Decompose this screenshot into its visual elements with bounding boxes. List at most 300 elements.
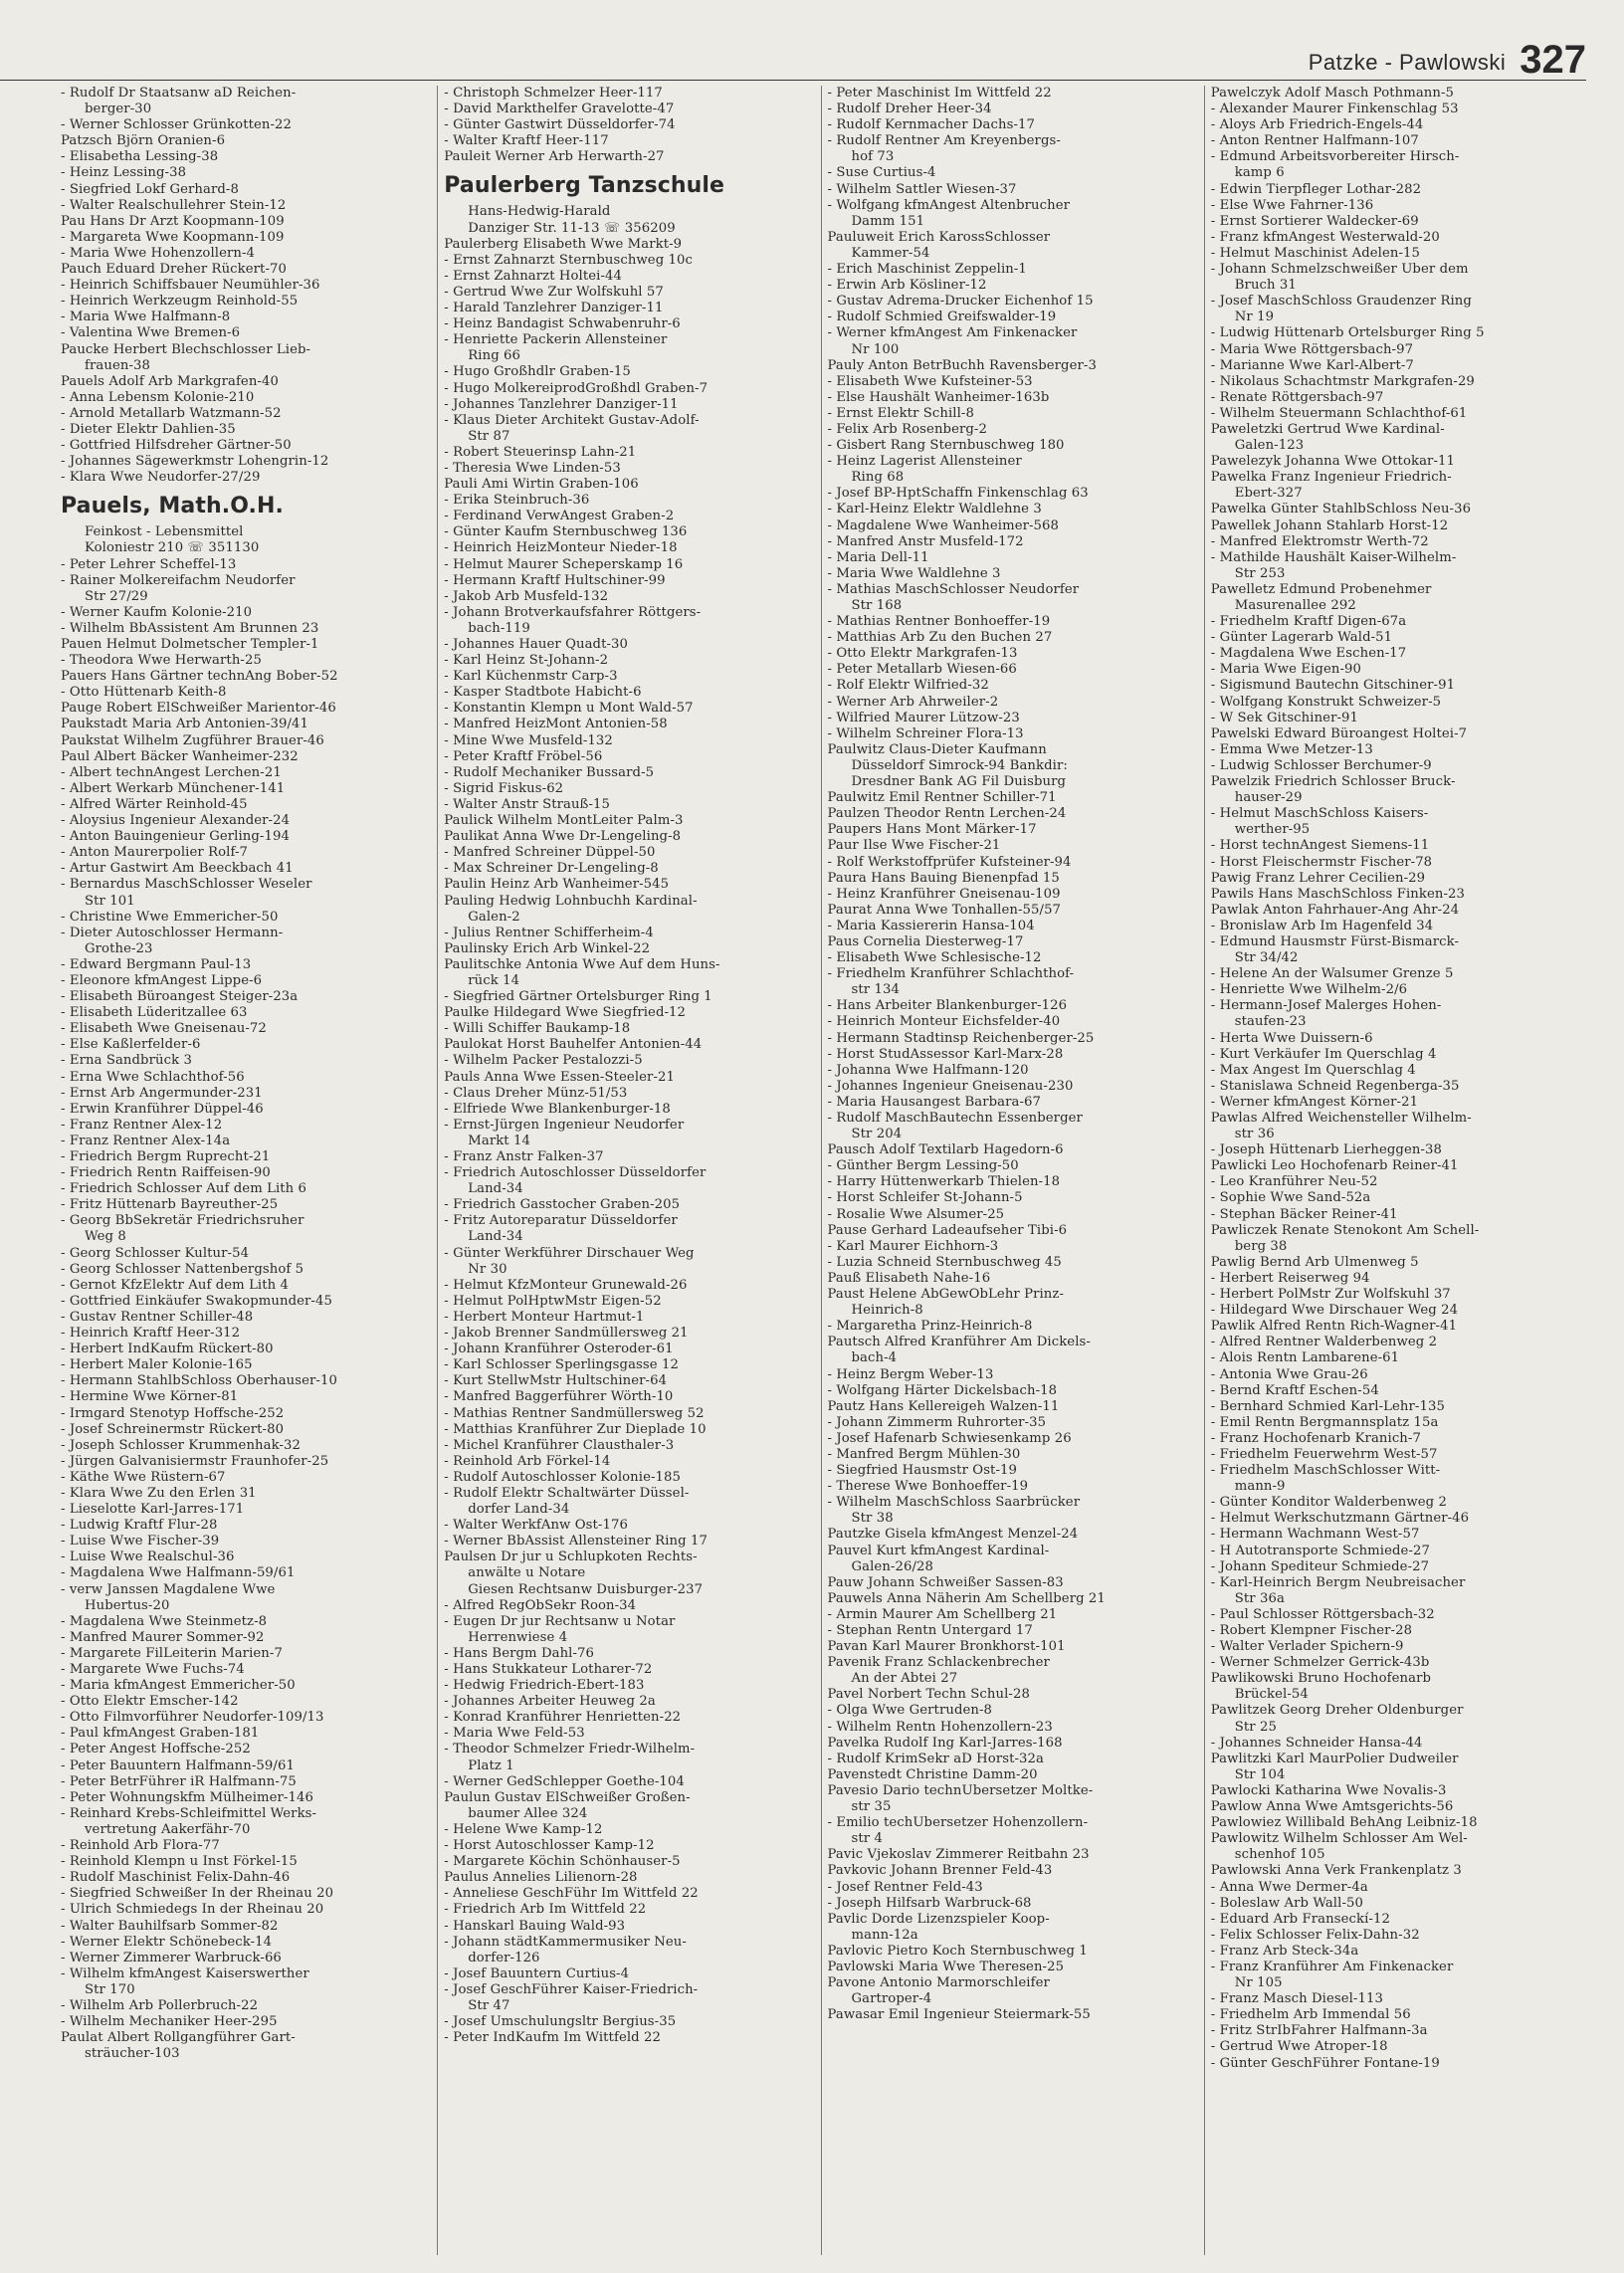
- directory-entry: Pawlik Alfred Rentn Rich-Wagner-41: [1210, 1319, 1458, 1335]
- directory-entry: - Margarete Wwe Fuchs-74: [61, 1662, 245, 1677]
- entry-continuation: hauser-29: [1234, 790, 1303, 806]
- advertisement-line: Hans-Hedwig-Harald: [468, 204, 611, 220]
- entry-continuation: staufen-23: [1234, 1014, 1307, 1030]
- directory-entry: - Otto Elektr Emscher-142: [61, 1694, 239, 1710]
- directory-entry: - Luzia Schneid Sternbuschweg 45: [827, 1254, 1062, 1270]
- directory-entry: - Theodor Schmelzer Friedr-Wilhelm-: [444, 1742, 696, 1757]
- directory-entry: - Herbert Reiserweg 94: [1210, 1270, 1370, 1286]
- directory-entry: - Margarete FilLeiterin Marien-7: [61, 1645, 283, 1661]
- directory-entry: - Hermann Wachmann West-57: [1210, 1527, 1420, 1543]
- directory-column-3: [822, 86, 1205, 2255]
- directory-entry: - Hermann Stadtinsp Reichenberger-25: [827, 1030, 1095, 1046]
- directory-entry: - Herbert Maler Kolonie-165: [61, 1357, 253, 1373]
- directory-entry: Pawellek Johann Stahlarb Horst-12: [1210, 517, 1449, 533]
- entry-continuation: Str 36a: [1234, 1590, 1285, 1606]
- directory-entry: Pawils Hans MaschSchloss Finken-23: [1210, 886, 1465, 902]
- directory-entry: Pavlovic Pietro Koch Sternbuschweg 1: [827, 1943, 1088, 1959]
- directory-entry: Paulwitz Claus-Dieter Kaufmann: [827, 741, 1047, 757]
- entry-continuation: str 4: [851, 1831, 883, 1847]
- directory-entry: - Gernot KfzElektr Auf dem Lith 4: [61, 1277, 290, 1293]
- directory-entry: - Fritz Autoreparatur Düsseldorfer: [444, 1213, 678, 1229]
- directory-entry: - Rudolf Maschinist Felix-Dahn-46: [61, 1870, 291, 1886]
- directory-entry: - Konrad Kranführer Henrietten-22: [444, 1710, 682, 1726]
- directory-entry: - Joseph Schlosser Krummenhak-32: [61, 1437, 301, 1453]
- directory-entry: - Aloysius Ingenieur Alexander-24: [61, 813, 291, 829]
- directory-entry: - Heinrich Monteur Eichsfelder-40: [827, 1014, 1061, 1030]
- directory-entry: - Wilhelm Rentn Hohenzollern-23: [827, 1719, 1053, 1735]
- directory-entry: - Manfred Elektromstr Werth-72: [1210, 533, 1429, 549]
- directory-entry: - Johann Brotverkaufsfahrer Röttgers-: [444, 604, 702, 620]
- directory-entry: - Rudolf Mechaniker Bussard-5: [444, 764, 655, 780]
- directory-entry: - Walter Realschullehrer Stein-12: [61, 197, 287, 213]
- directory-entry: - Herta Wwe Duissern-6: [1210, 1030, 1373, 1046]
- directory-entry: - Hildegard Wwe Dirschauer Weg 24: [1210, 1303, 1459, 1319]
- directory-entry: - Robert Steuerinsp Lahn-21: [444, 444, 637, 460]
- directory-entry: - Theodora Wwe Herwarth-25: [61, 653, 262, 669]
- directory-entry: - Franz Rentner Alex-14a: [61, 1133, 231, 1148]
- directory-entry: - Reinhard Krebs-Schleifmittel Werks-: [61, 1805, 317, 1821]
- directory-entry: Pawlikowski Bruno Hochofenarb: [1210, 1671, 1432, 1687]
- directory-entry: - Alfred RegObSekr Roon-34: [444, 1597, 637, 1613]
- directory-entry: Paulokat Horst Bauhelfer Antonien-44: [444, 1037, 703, 1053]
- directory-entry: Pawelletz Edmund Probenehmer: [1210, 581, 1432, 597]
- directory-column-4: [1205, 86, 1587, 2255]
- directory-entry: - Alfred Rentner Walderbenweg 2: [1210, 1335, 1438, 1350]
- directory-entry: - Josef Hafenarb Schwiesenkamp 26: [827, 1430, 1072, 1446]
- directory-entry: - Gustav Adrema-Drucker Eichenhof 15: [827, 294, 1094, 310]
- entry-continuation: Str 25: [1234, 1719, 1277, 1735]
- directory-entry: - Helene An der Walsumer Grenze 5: [1210, 966, 1454, 982]
- directory-entry: - Margaretha Prinz-Heinrich-8: [827, 1319, 1033, 1335]
- directory-column-2: [438, 86, 821, 2255]
- directory-entry: Paulke Hildegard Wwe Siegfried-12: [444, 1005, 687, 1021]
- directory-entry: - Gisbert Rang Sternbuschweg 180: [827, 438, 1065, 454]
- directory-entry: - Maria Wwe Halfmann-8: [61, 310, 231, 325]
- directory-entry: - Siegfried Schweißer In der Rheinau 20: [61, 1886, 334, 1902]
- directory-entry: Pawasar Emil Ingenieur Steiermark-55: [827, 2007, 1091, 2023]
- entry-continuation: str 35: [851, 1799, 892, 1815]
- directory-entry: - Jürgen Galvanisiermstr Fraunhofer-25: [61, 1453, 329, 1469]
- directory-entry: - Friedrich Gasstocher Graben-205: [444, 1197, 681, 1213]
- directory-entry: - Felix Arb Rosenberg-2: [827, 421, 987, 437]
- directory-entry: Pawlig Bernd Arb Ulmenweg 5: [1210, 1254, 1419, 1270]
- directory-entry: - Wilhelm MaschSchloss Saarbrücker: [827, 1495, 1081, 1511]
- directory-entry: - Rudolf Kernmacher Dachs-17: [827, 117, 1036, 133]
- directory-entry: - Peter Metallarb Wiesen-66: [827, 662, 1017, 678]
- directory-entry: - Irmgard Stenotyp Hoffsche-252: [61, 1405, 285, 1421]
- directory-entry: - Johann Spediteur Schmiede-27: [1210, 1558, 1430, 1574]
- entry-continuation: Masurenallee 292: [1234, 598, 1356, 613]
- directory-entry: - Sigismund Bautechn Gitschiner-91: [1210, 678, 1456, 694]
- directory-entry: - Friedrich Schlosser Auf dem Lith 6: [61, 1181, 307, 1197]
- directory-entry: - Dieter Autoschlosser Hermann-: [61, 925, 284, 940]
- directory-entry: - Maria Wwe Waldlehne 3: [827, 565, 1001, 581]
- directory-entry: - Helmut Werkschutzmann Gärtner-46: [1210, 1511, 1470, 1527]
- entry-continuation: Str 204: [851, 1127, 903, 1142]
- entry-continuation: bach-4: [851, 1350, 898, 1366]
- directory-entry: Paukstadt Maria Arb Antonien-39/41: [61, 717, 309, 732]
- entry-continuation: hof 73: [851, 149, 895, 165]
- directory-entry: - Ernst Arb Angermunder-231: [61, 1085, 263, 1101]
- entry-continuation: Bruch 31: [1234, 278, 1297, 294]
- directory-entry: - Johann Kranführer Osteroder-61: [444, 1342, 674, 1357]
- directory-entry: - Friedrich Rentn Raiffeisen-90: [61, 1165, 271, 1181]
- directory-entry: - Ernst Elektr Schill-8: [827, 405, 974, 421]
- directory-entry: Pauß Elisabeth Nahe-16: [827, 1270, 991, 1286]
- directory-entry: Pavkovic Johann Brenner Feld-43: [827, 1863, 1053, 1879]
- directory-entry: Pawlicki Leo Hochofenarb Reiner-41: [1210, 1158, 1459, 1174]
- directory-entry: Paulin Heinz Arb Wanheimer-545: [444, 877, 670, 893]
- entry-continuation: str 36: [1234, 1127, 1275, 1142]
- directory-entry: - Günter Lagerarb Wald-51: [1210, 630, 1393, 646]
- directory-entry: - Margarete Köchin Schönhauser-5: [444, 1854, 681, 1870]
- directory-entry: - Werner kfmAngest Am Finkenacker: [827, 325, 1078, 341]
- directory-entry: - Josef BP-HptSchaffn Finkenschlag 63: [827, 486, 1089, 502]
- directory-entry: Pauvel Kurt kfmAngest Kardinal-: [827, 1543, 1050, 1558]
- directory-entry: - David Markthelfer Gravelotte-47: [444, 102, 675, 117]
- directory-entry: - Heinrich Schiffsbauer Neumühler-36: [61, 278, 320, 294]
- directory-entry: - Hugo Großhdlr Graben-15: [444, 364, 631, 380]
- entry-continuation: Platz 1: [468, 1757, 514, 1773]
- directory-entry: - Peter BetrFührer iR Halfmann-75: [61, 1773, 297, 1789]
- directory-entry: - Heinrich HeizMonteur Nieder-18: [444, 540, 678, 556]
- directory-entry: - Olga Wwe Gertruden-8: [827, 1703, 993, 1719]
- directory-entry: - Magdalena Wwe Eschen-17: [1210, 646, 1407, 662]
- directory-entry: - H Autotransporte Schmiede-27: [1210, 1543, 1430, 1558]
- directory-entry: - Suse Curtius-4: [827, 165, 936, 181]
- directory-entry: - Werner Zimmerer Warbruck-66: [61, 1950, 282, 1965]
- directory-entry: - Magdalena Wwe Halfmann-59/61: [61, 1565, 296, 1581]
- directory-entry: - Wolfgang Härter Dickelsbach-18: [827, 1382, 1058, 1398]
- directory-entry: - Otto Hüttenarb Keith-8: [61, 685, 227, 701]
- directory-entry: - W Sek Gitschiner-91: [1210, 710, 1359, 725]
- directory-entry: - Anton Maurerpolier Rolf-7: [61, 845, 249, 861]
- entry-continuation: Grothe-23: [85, 940, 153, 956]
- directory-entry: - Heinz Bandagist Schwabenruhr-6: [444, 316, 681, 332]
- directory-entry: Pavel Norbert Techn Schul-28: [827, 1687, 1030, 1703]
- directory-entry: - Heinz Lagerist Allensteiner: [827, 454, 1022, 470]
- directory-entry: - Horst Fleischermstr Fischer-78: [1210, 854, 1433, 870]
- directory-entry: - Maria kfmAngest Emmericher-50: [61, 1678, 296, 1694]
- directory-entry: - Julius Rentner Schifferheim-4: [444, 925, 654, 940]
- directory-entry: - Armin Maurer Am Schellberg 21: [827, 1606, 1058, 1622]
- directory-entry: - Friedhelm MaschSchlosser Witt-: [1210, 1463, 1441, 1479]
- directory-entry: - Rudolf Rentner Am Kreyenbergs-: [827, 133, 1061, 149]
- directory-entry: - Georg Schlosser Kultur-54: [61, 1245, 250, 1261]
- directory-entry: - Magdalene Wwe Wanheimer-568: [827, 517, 1060, 533]
- directory-entry: - Klaus Dieter Architekt Gustav-Adolf-: [444, 412, 700, 428]
- entry-continuation: Land-34: [468, 1229, 523, 1245]
- directory-entry: Pavic Vjekoslav Zimmerer Reitbahn 23: [827, 1847, 1090, 1863]
- directory-entry: - Helmut Maurer Scheperskamp 16: [444, 556, 684, 572]
- directory-entry: - Ernst-Jürgen Ingenieur Neudorfer: [444, 1117, 685, 1133]
- entry-continuation: frauen-38: [85, 357, 150, 373]
- directory-columns: [55, 86, 1587, 2255]
- directory-entry: - Leo Kranführer Neu-52: [1210, 1174, 1378, 1190]
- directory-entry: - Mathias Rentner Sandmüllersweg 52: [444, 1405, 705, 1421]
- directory-entry: Pawlitzek Georg Dreher Oldenburger: [1210, 1703, 1464, 1719]
- directory-entry: - Reinhold Arb Förkel-14: [444, 1453, 611, 1469]
- directory-entry: - Friedhelm Feuerwehrm West-57: [1210, 1446, 1438, 1462]
- directory-entry: - Josef GeschFührer Kaiser-Friedrich-: [444, 1981, 699, 1997]
- entry-continuation: Str 34/42: [1234, 950, 1299, 966]
- directory-entry: Pavenstedt Christine Damm-20: [827, 1766, 1038, 1782]
- directory-entry: Pawelski Edward Büroangest Holtei-7: [1210, 725, 1468, 741]
- entry-continuation: Str 104: [1234, 1766, 1286, 1782]
- directory-entry: - Käthe Wwe Rüstern-67: [61, 1469, 226, 1485]
- directory-entry: - Peter IndKaufm Im Wittfeld 22: [444, 2030, 661, 2046]
- directory-entry: - Anna Wwe Dermer-4a: [1210, 1879, 1368, 1895]
- entry-continuation: Str 253: [1234, 565, 1286, 581]
- directory-entry: - Rainer Molkereifachm Neudorfer: [61, 572, 296, 588]
- directory-entry: - Else Wwe Fahrner-136: [1210, 197, 1374, 213]
- directory-entry: - Ernst Zahnarzt Holtei-44: [444, 268, 623, 284]
- entry-continuation: sträucher-103: [85, 2046, 180, 2062]
- entry-continuation: Damm 151: [851, 213, 925, 229]
- directory-entry: - Helmut MaschSchloss Kaisers-: [1210, 806, 1429, 822]
- directory-column-1: [55, 86, 438, 2255]
- directory-entry: - Ernst Sortierer Waldecker-69: [1210, 213, 1419, 229]
- directory-entry: - Franz kfmAngest Westerwald-20: [1210, 229, 1440, 245]
- directory-entry: Pawelka Franz Ingenieur Friedrich-: [1210, 470, 1452, 486]
- entry-continuation: Hubertus-20: [85, 1597, 170, 1613]
- directory-entry: - Rolf Werkstoffprüfer Kufsteiner-94: [827, 854, 1072, 870]
- directory-entry: - Matthias Kranführer Zur Dieplade 10: [444, 1421, 707, 1437]
- directory-entry: Paulwitz Emil Rentner Schiller-71: [827, 790, 1057, 806]
- directory-entry: Paulsen Dr jur u Schlupkoten Rechts-: [444, 1550, 698, 1565]
- directory-entry: - Karl Küchenmstr Carp-3: [444, 669, 618, 685]
- directory-entry: Pawelzik Friedrich Schlosser Bruck-: [1210, 774, 1456, 790]
- directory-entry: - Anneliese GeschFühr Im Wittfeld 22: [444, 1886, 699, 1902]
- directory-entry: - Günter Kaufm Sternbuschweg 136: [444, 524, 688, 540]
- directory-entry: - Fritz Hüttenarb Bayreuther-25: [61, 1197, 279, 1213]
- entry-continuation: Galen-26/28: [851, 1558, 933, 1574]
- entry-continuation: mann-9: [1234, 1479, 1286, 1495]
- entry-continuation: Ebert-327: [1234, 486, 1303, 502]
- entry-continuation: werther-95: [1234, 822, 1311, 838]
- directory-entry: - Günter Gastwirt Düsseldorfer-74: [444, 117, 676, 133]
- advertisement-line: Danziger Str. 11-13 ☏ 356209: [468, 220, 676, 236]
- directory-entry: - Erwin Arb Kösliner-12: [827, 278, 987, 294]
- directory-entry: - Friedrich Bergm Ruprecht-21: [61, 1149, 271, 1164]
- directory-entry: Pawelka Günter StahlbSchloss Neu-36: [1210, 502, 1472, 517]
- directory-entry: - Wolfgang kfmAngest Altenbrucher: [827, 197, 1071, 213]
- entry-continuation: Giesen Rechtsanw Duisburger-237: [468, 1581, 704, 1597]
- directory-entry: - Hans Bergm Dahl-76: [444, 1645, 595, 1661]
- directory-entry: Paust Helene AbGewObLehr Prinz-: [827, 1287, 1064, 1303]
- directory-entry: - Josef Umschulungsltr Bergius-35: [444, 2014, 677, 2030]
- directory-entry: Pawlowiez Willibald BehAng Leibniz-18: [1210, 1815, 1478, 1831]
- directory-entry: Paulikat Anna Wwe Dr-Lengeling-8: [444, 829, 682, 845]
- directory-entry: - Heinrich Kraftf Heer-312: [61, 1326, 241, 1342]
- directory-entry: - Kasper Stadtbote Habicht-6: [444, 685, 642, 701]
- directory-entry: - Hermann-Josef Malerges Hohen-: [1210, 998, 1442, 1014]
- directory-entry: Patzsch Björn Oranien-6: [61, 133, 226, 149]
- entry-continuation: Str 47: [468, 1997, 510, 2013]
- directory-entry: Pauw Johann Schweißer Sassen-83: [827, 1574, 1064, 1590]
- directory-entry: - Otto Elektr Markgrafen-13: [827, 646, 1018, 662]
- directory-entry: - Paul kfmAngest Graben-181: [61, 1726, 260, 1742]
- directory-entry: - Johann städtKammermusiker Neu-: [444, 1934, 687, 1950]
- directory-entry: - Walter Verlader Spichern-9: [1210, 1639, 1404, 1655]
- entry-continuation: bach-119: [468, 620, 530, 636]
- directory-entry: - Karl Maurer Eichhorn-3: [827, 1238, 999, 1254]
- directory-entry: - Peter Lehrer Scheffel-13: [61, 556, 237, 572]
- directory-entry: - Rudolf Dr Staatsanw aD Reichen-: [61, 86, 297, 101]
- directory-entry: - Willi Schiffer Baukamp-18: [444, 1021, 631, 1037]
- directory-entry: - Werner Schmelzer Gerrick-43b: [1210, 1655, 1430, 1671]
- directory-entry: - Johanna Wwe Halfmann-120: [827, 1062, 1029, 1078]
- directory-entry: Paupers Hans Mont Märker-17: [827, 822, 1037, 838]
- directory-entry: - Sigrid Fiskus-62: [444, 780, 564, 796]
- directory-entry: Pautz Hans Kellereigeh Walzen-11: [827, 1398, 1060, 1414]
- entry-continuation: kamp 6: [1234, 165, 1285, 181]
- directory-entry: - Walter WerkfAnw Ost-176: [444, 1518, 628, 1534]
- directory-entry: Pauluweit Erich KarossSchlosser: [827, 229, 1051, 245]
- directory-entry: - Ludwig Kraftf Flur-28: [61, 1518, 218, 1534]
- directory-entry: Paurat Anna Wwe Tonhallen-55/57: [827, 902, 1062, 918]
- directory-entry: - Friedrich Arb Im Wittfeld 22: [444, 1902, 647, 1918]
- directory-entry: - Elisabeth Wwe Gneisenau-72: [61, 1021, 267, 1037]
- directory-entry: - Horst technAngest Siemens-11: [1210, 838, 1430, 854]
- directory-entry: - Friedhelm Kraftf Digen-67a: [1210, 614, 1407, 630]
- directory-entry: - Margareta Wwe Koopmann-109: [61, 229, 285, 245]
- directory-entry: - Boleslaw Arb Wall-50: [1210, 1895, 1363, 1911]
- directory-entry: - Rudolf Elektr Schaltwärter Düssel-: [444, 1485, 690, 1501]
- directory-entry: - Bernhard Schmied Karl-Lehr-135: [1210, 1398, 1445, 1414]
- directory-entry: - Peter Kraftf Fröbel-56: [444, 748, 603, 764]
- directory-entry: - Erna Wwe Schlachthof-56: [61, 1069, 245, 1085]
- directory-entry: - Else Kaßlerfelder-6: [61, 1037, 201, 1053]
- directory-entry: - Luise Wwe Fischer-39: [61, 1534, 220, 1550]
- directory-entry: - Kurt StellwMstr Hultschiner-64: [444, 1373, 668, 1389]
- directory-entry: - Antonia Wwe Grau-26: [1210, 1366, 1368, 1382]
- directory-entry: - Stephan Bäcker Reiner-41: [1210, 1206, 1398, 1222]
- directory-entry: - Hans Stukkateur Lotharer-72: [444, 1662, 653, 1677]
- entry-continuation: mann-12a: [851, 1927, 918, 1943]
- directory-entry: - Gottfried Einkäufer Swakopmunder-45: [61, 1293, 332, 1309]
- directory-entry: Pause Gerhard Ladeaufseher Tibi-6: [827, 1222, 1068, 1238]
- directory-entry: - Harry Hüttenwerkarb Thielen-18: [827, 1174, 1061, 1190]
- entry-continuation: Nr 100: [851, 341, 900, 357]
- directory-entry: Paucke Herbert Blechschlosser Lieb-: [61, 341, 311, 357]
- directory-entry: - Hermann StahlbSchloss Oberhauser-10: [61, 1373, 337, 1389]
- directory-entry: Pauels Adolf Arb Markgrafen-40: [61, 373, 279, 389]
- entry-continuation: Galen-123: [1234, 438, 1305, 454]
- directory-entry: - Mathias Rentner Bonhoeffer-19: [827, 614, 1051, 630]
- entry-continuation: berg 38: [1234, 1238, 1288, 1254]
- entry-continuation: Herrenwiese 4: [468, 1629, 568, 1645]
- directory-entry: - Ulrich Schmiedegs In der Rheinau 20: [61, 1902, 324, 1918]
- entry-continuation: Ring 68: [851, 470, 905, 486]
- directory-entry: - Erna Sandbrück 3: [61, 1053, 192, 1069]
- directory-entry: - Heinz Lessing-38: [61, 165, 187, 181]
- directory-entry: - Bronislaw Arb Im Hagenfeld 34: [1210, 918, 1434, 933]
- directory-entry: Pawlow Anna Wwe Amtsgerichts-56: [1210, 1799, 1454, 1815]
- directory-entry: - Magdalena Wwe Steinmetz-8: [61, 1613, 268, 1629]
- directory-entry: - Eduard Arb Franseckí-12: [1210, 1911, 1390, 1927]
- directory-entry: - Elisabeth Wwe Schlesische-12: [827, 950, 1042, 966]
- directory-entry: - Else Haushält Wanheimer-163b: [827, 389, 1050, 405]
- directory-entry: Paulat Albert Rollgangführer Gart-: [61, 2030, 296, 2046]
- directory-entry: - Eleonore kfmAngest Lippe-6: [61, 972, 263, 988]
- entry-continuation: Weg 8: [85, 1229, 126, 1245]
- directory-entry: - Herbert PolMstr Zur Wolfskuhl 37: [1210, 1287, 1451, 1303]
- directory-entry: - Friedrich Autoschlosser Düsseldorfer: [444, 1165, 707, 1181]
- directory-entry: - Paul Schlosser Röttgersbach-32: [1210, 1606, 1435, 1622]
- directory-entry: Paulerberg Elisabeth Wwe Markt-9: [444, 236, 683, 252]
- directory-entry: Pawlocki Katharina Wwe Novalis-3: [1210, 1782, 1447, 1798]
- directory-entry: - Hanskarl Bauing Wald-93: [444, 1918, 626, 1934]
- directory-entry: - Stanislawa Schneid Regenberga-35: [1210, 1078, 1460, 1094]
- directory-entry: - Elisabeth Wwe Kufsteiner-53: [827, 373, 1033, 389]
- directory-entry: - Wilhelm Mechaniker Heer-295: [61, 2014, 278, 2030]
- directory-entry: - Ferdinand VerwAngest Graben-2: [444, 509, 675, 524]
- directory-entry: - Albert technAngest Lerchen-21: [61, 764, 282, 780]
- directory-entry: - Alois Rentn Lambarene-61: [1210, 1350, 1400, 1366]
- directory-entry: - Günter Konditor Walderbenweg 2: [1210, 1495, 1447, 1511]
- directory-entry: - Hans Arbeiter Blankenburger-126: [827, 998, 1068, 1014]
- directory-entry: Paukstat Wilhelm Zugführer Brauer-46: [61, 732, 324, 748]
- directory-entry: Pauwels Anna Näherin Am Schellberg 21: [827, 1590, 1106, 1606]
- directory-entry: - Christine Wwe Emmericher-50: [61, 909, 279, 925]
- entry-continuation: schenhof 105: [1234, 1847, 1325, 1863]
- directory-entry: - Valentina Wwe Bremen-6: [61, 325, 241, 341]
- directory-entry: - Werner Elektr Schönebeck-14: [61, 1934, 273, 1950]
- directory-entry: - Ludwig Hüttenarb Ortelsburger Ring 5: [1210, 325, 1485, 341]
- directory-entry: - Wolfgang Konstrukt Schweizer-5: [1210, 694, 1442, 710]
- directory-entry: - Alfred Wärter Reinhold-45: [61, 796, 248, 812]
- entry-continuation: Str 101: [85, 893, 135, 909]
- directory-entry: - Emma Wwe Metzer-13: [1210, 741, 1373, 757]
- directory-entry: Pawelczyk Adolf Masch Pothmann-5: [1210, 86, 1455, 101]
- directory-entry: - Manfred Anstr Musfeld-172: [827, 533, 1024, 549]
- directory-entry: - Johannes Hauer Quadt-30: [444, 637, 629, 652]
- directory-entry: Pavlic Dorde Lizenzspieler Koop-: [827, 1911, 1050, 1927]
- directory-entry: - Claus Dreher Münz-51/53: [444, 1085, 628, 1101]
- directory-entry: Pauls Anna Wwe Essen-Steeler-21: [444, 1069, 675, 1085]
- advertisement-heading: Paulerberg Tanzschule: [444, 173, 725, 199]
- directory-entry: - Anna Lebensm Kolonie-210: [61, 389, 255, 405]
- directory-entry: Paura Hans Bauing Bienenpfad 15: [827, 870, 1060, 886]
- directory-entry: - Rudolf Autoschlosser Kolonie-185: [444, 1469, 682, 1485]
- directory-entry: - Peter Wohnungskfm Mülheimer-146: [61, 1789, 313, 1805]
- directory-entry: - Maria Hausangest Barbara-67: [827, 1094, 1042, 1110]
- directory-entry: - Konstantin Klempn u Mont Wald-57: [444, 701, 694, 717]
- directory-entry: - Ludwig Schlosser Berchumer-9: [1210, 757, 1432, 773]
- entry-continuation: Ring 66: [468, 348, 521, 364]
- directory-entry: Paulinsky Erich Arb Winkel-22: [444, 940, 651, 956]
- directory-entry: - Ernst Zahnarzt Sternbuschweg 10c: [444, 252, 694, 268]
- directory-entry: - Manfred Baggerführer Wörth-10: [444, 1389, 674, 1405]
- directory-entry: - Lieselotte Karl-Jarres-171: [61, 1502, 245, 1518]
- directory-entry: - Wilhelm Sattler Wiesen-37: [827, 181, 1017, 197]
- directory-entry: - Bernd Kraftf Eschen-54: [1210, 1382, 1379, 1398]
- directory-entry: Pau Hans Dr Arzt Koopmann-109: [61, 213, 285, 229]
- entry-continuation: Markt 14: [468, 1133, 530, 1148]
- directory-entry: - Johannes Sägewerkmstr Lohengrin-12: [61, 454, 329, 470]
- directory-entry: - Therese Wwe Bonhoeffer-19: [827, 1479, 1029, 1495]
- directory-entry: - Rolf Elektr Wilfried-32: [827, 678, 989, 694]
- directory-entry: - Werner kfmAngest Körner-21: [1210, 1094, 1419, 1110]
- directory-entry: Pawlak Anton Fahrhauer-Ang Ahr-24: [1210, 902, 1460, 918]
- directory-entry: - Heinrich Werkzeugm Reinhold-55: [61, 294, 299, 310]
- directory-entry: - Mathilde Haushält Kaiser-Wilhelm-: [1210, 549, 1457, 565]
- directory-entry: - Günther Bergm Lessing-50: [827, 1158, 1019, 1174]
- entry-continuation: Str 27/29: [85, 588, 148, 604]
- directory-entry: - Anton Rentner Halfmann-107: [1210, 133, 1419, 149]
- directory-entry: - Harald Tanzlehrer Danziger-11: [444, 301, 664, 316]
